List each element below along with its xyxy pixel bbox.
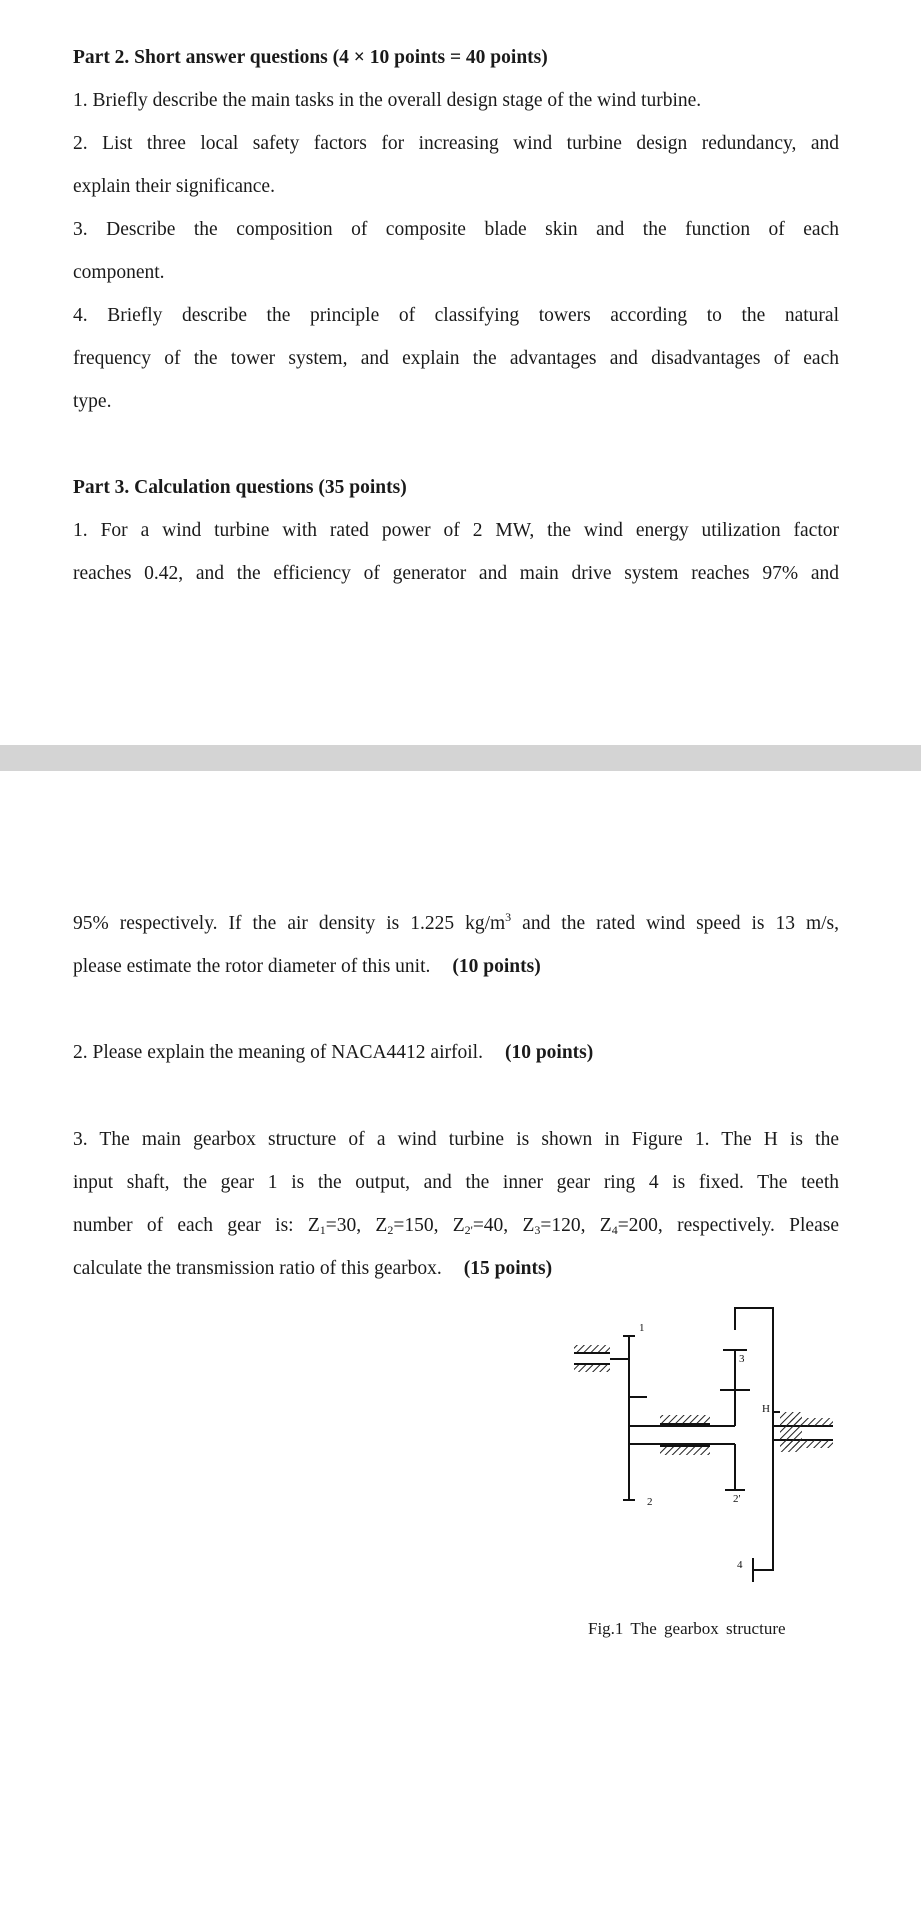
figure-caption: Fig.1 The gearbox structure xyxy=(588,1619,786,1638)
part2-question-3-line2: component. xyxy=(73,262,165,283)
part2-question-1: 1. Briefly describe the main tasks in the overall design stage of the wind turbine. xyxy=(73,90,702,111)
part3-question-1-line3: 95% respectively. If the air density is 1.225 $kg/m^3$ and the rated wind speed is 13 m/s, xyxy=(73,910,840,934)
part2-question-4-line1: 4. Briefly describe the principle of classifying towers according to the natural xyxy=(73,305,839,326)
part3-question-3-line1: 3. The main gearbox structure of a wind turbine is shown in Figure 1. The H is the xyxy=(73,1129,839,1150)
label-gear-3: 3 xyxy=(739,1353,745,1365)
part3-heading: Part 3. Calculation questions (35 points) xyxy=(73,477,407,498)
page-top xyxy=(0,0,921,745)
part3-question-3-line2: input shaft, the gear 1 is the output, and the inner gear ring 4 is fixed. The teeth xyxy=(73,1172,839,1193)
input-bearing xyxy=(780,1412,833,1452)
part3-question-3-points: (15 points) xyxy=(463,1258,553,1279)
part2-question-2-line1: 2. List three local safety factors for increasing wind turbine design redundancy, and xyxy=(73,133,839,154)
middle-bearing xyxy=(660,1415,710,1455)
part2-question-4-line2: frequency of the tower system, and explain the advantages and disadvantages of each xyxy=(73,348,839,369)
part2-question-2-line2: explain their significance. xyxy=(73,176,275,197)
part3-question-1-line1: 1. For a wind turbine with rated power of 2 MW, the wind energy utilization factor xyxy=(73,520,839,541)
part3-question-1-points: (10 points) xyxy=(452,956,541,977)
label-carrier-H: H xyxy=(762,1403,770,1415)
part3-question-3-line4: calculate the transmission ratio of this gearbox. (15 points) xyxy=(73,1258,553,1279)
cube-superscript: 3 xyxy=(505,910,512,924)
output-bearing-left xyxy=(574,1345,610,1372)
ring-gear-4 xyxy=(753,1412,773,1570)
label-gear-4: 4 xyxy=(737,1559,743,1571)
part3-question-2: 2. Please explain the meaning of NACA4412 airfoil. (10 points) xyxy=(73,1042,594,1063)
page-divider xyxy=(0,745,921,771)
part2-heading: Part 2. Short answer questions (4 × 10 points = 40 points) xyxy=(73,47,548,68)
part2-question-4-line3: type. xyxy=(73,391,112,412)
gearbox-diagram xyxy=(565,1300,845,1600)
part3-question-2-points: (10 points) xyxy=(504,1042,594,1063)
part3-question-1-line4: please estimate the rotor diameter of this unit. (10 points) xyxy=(73,956,541,977)
label-gear-1: 1 xyxy=(639,1322,645,1334)
part2-question-3-line1: 3. Describe the composition of composite blade skin and the function of each xyxy=(73,219,839,240)
label-gear-2-prime: 2' xyxy=(733,1493,741,1505)
label-gear-2: 2 xyxy=(647,1496,653,1508)
part3-question-1-line2: reaches 0.42, and the efficiency of generator and main drive system reaches 97% and xyxy=(73,563,839,584)
part3-question-3-line3: number of each gear is: $Z_1=30$, $Z_2=150$, $Z_{2'}=40$, $Z_3=120$, $Z_4=200$, respectively. Please xyxy=(73,1215,839,1237)
